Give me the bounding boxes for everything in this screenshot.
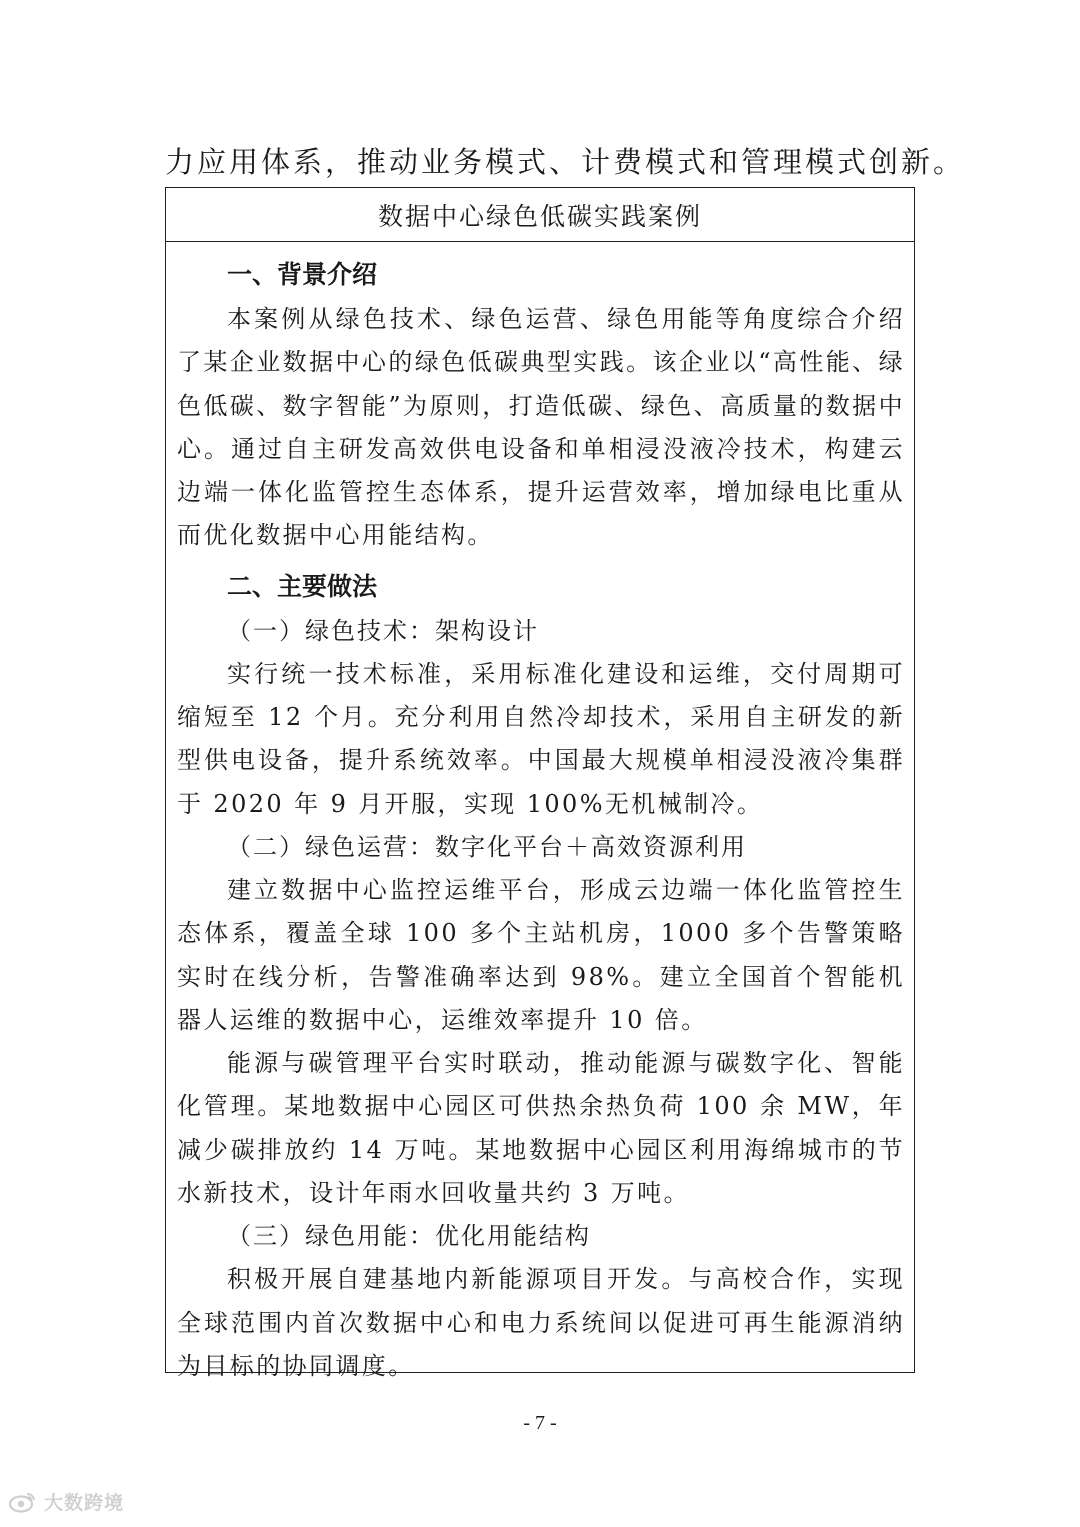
watermark-text: 大数跨境: [44, 1492, 125, 1514]
case-body: [166, 242, 914, 1388]
case-box: [165, 187, 915, 1380]
section-heading-main-practices: 二、主要做法: [227, 571, 378, 601]
page-number: - 7 -: [523, 1412, 557, 1434]
paragraph-background: 本案例从绿色技术、绿色运营、绿色用能等角度综合介绍了某企业数据中心的绿色低碳典型实践。该企业以“高性能、绿色低碳、数字智能”为原则，打造低碳、绿色、高质量的数据中心。通过自主研发高效供电设备和单相浸没液冷技术，构建云边端一体化监管控生态体系，提升运营效率，增加绿电比重从而优化数据中心用能结构。: [177, 305, 905, 550]
subheading-green-energy-use: （三）绿色用能：优化用能结构: [227, 1222, 591, 1251]
case-title: 数据中心绿色低碳实践案例: [377, 201, 702, 231]
paragraph-green-technology: 实行统一技术标准，采用标准化建设和运维，交付周期可缩短至 12 个月。充分利用自然冷却技术，采用自主研发的新型供电设备，提升系统效率。中国最大规模单相浸没液冷集群于 2020 年 9 月开服，实现 100%无机械制冷。: [177, 659, 905, 818]
watermark: [8, 1488, 124, 1515]
lead-text-line: 力应用体系，推动业务模式、计费模式和管理模式创新。: [165, 145, 966, 179]
subheading-green-operation: （二）绿色运营：数字化平台＋高效资源利用: [227, 832, 747, 861]
case-title-row: [166, 188, 914, 242]
paragraph-green-energy-use: 积极开展自建基地内新能源项目开发。与高校合作，实现全球范围内首次数据中心和电力系统间以促进可再生能源消纳为目标的协同调度。: [177, 1265, 905, 1380]
subheading-green-technology: （一）绿色技术：架构设计: [227, 616, 539, 645]
paragraph-green-operation-1: 建立数据中心监控运维平台，形成云边端一体化监管控生态体系，覆盖全球 100 多个主站机房，1000 多个告警策略实时在线分析，告警准确率达到 98%。建立全国首个智能机器人运维的数据中心，运维效率提升 10 倍。: [177, 875, 905, 1034]
section-heading-background: 一、背景介绍: [227, 260, 378, 289]
paragraph-green-operation-2: 能源与碳管理平台实时联动，推动能源与碳数字化、智能化管理。某地数据中心园区可供热余热负荷 100 余 MW，年减少碳排放约 14 万吨。某地数据中心园区利用海绵城市的节水新技术，设计年雨水回收量共约 3 万吨。: [177, 1049, 905, 1208]
weibo-eye-icon: [8, 1491, 38, 1513]
